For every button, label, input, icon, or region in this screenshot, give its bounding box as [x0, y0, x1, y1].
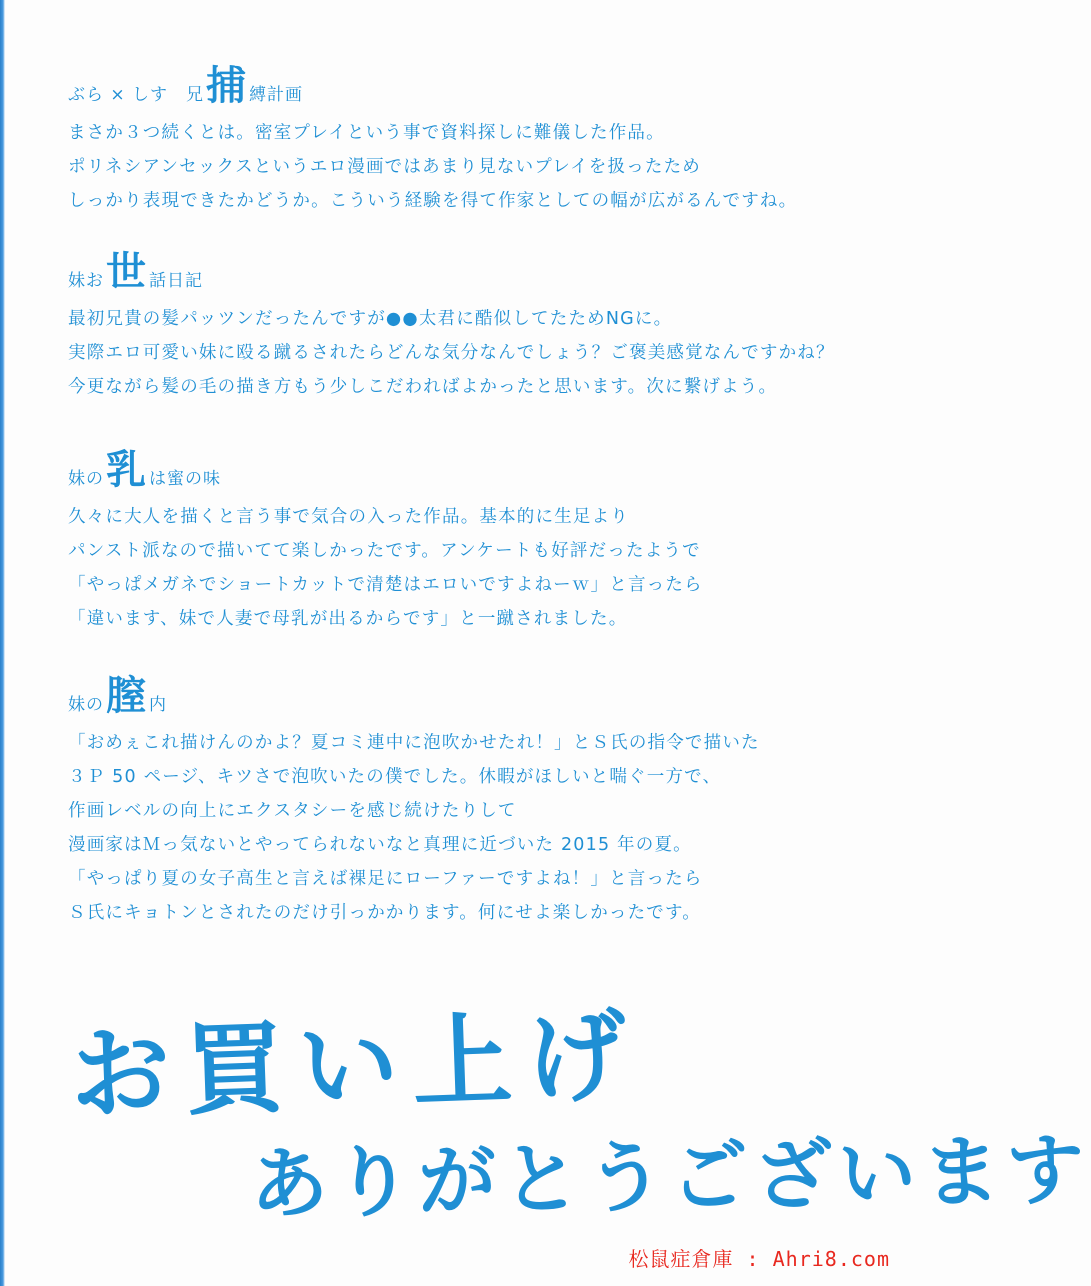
- body-line: 作画レベルの向上にエクスタシーを感じ続けたりして: [68, 801, 517, 821]
- section-3: [68, 447, 858, 636]
- heading-pre: ぶら × しす 兄: [68, 85, 205, 105]
- heading-pre: 妹お: [68, 271, 104, 291]
- section-heading: [68, 63, 858, 109]
- body-line: パンスト派なので描いてて楽しかったです。アンケートも好評だったようで: [68, 541, 701, 561]
- heading-emphasis: 世: [106, 249, 147, 295]
- body-line: ３Ｐ 50 ページ、キツさで泡吹いたの僕でした。休暇がほしいと喘ぐ一方で、: [68, 767, 722, 787]
- section-1: [68, 63, 858, 218]
- heading-emphasis: 膣: [106, 673, 147, 719]
- section-2: [68, 249, 858, 404]
- body-line: まさか３つ続くとは。密室プレイという事で資料探しに難儀した作品。: [68, 123, 665, 143]
- body-line: 実際エロ可愛い妹に殴る蹴るされたらどんな気分なんでしょう？ご褒美感覚なんですかね？: [68, 343, 835, 363]
- section-4: [68, 673, 858, 930]
- heading-post: は蜜の味: [149, 469, 221, 489]
- body-line: 今更ながら髪の毛の描き方もう少しこだわればよかったと思います。次に繋げよう。: [68, 377, 778, 397]
- heading-emphasis: 捕: [206, 63, 248, 109]
- section-heading: [68, 249, 858, 295]
- heading-pre: 妹の: [68, 695, 104, 715]
- body-line: 漫画家はＭっ気ないとやってられないなと真理に近づいた 2015 年の夏。: [68, 835, 692, 855]
- section-body: [68, 726, 858, 930]
- heading-emphasis: 乳: [106, 447, 147, 493]
- body-line: 「違います、妹で人妻で母乳が出るからです」と一蹴されました。: [68, 609, 628, 629]
- body-line: ポリネシアンセックスというエロ漫画ではあまり見ないプレイを扱ったため: [68, 157, 701, 177]
- body-line: 「やっぱり夏の女子高生と言えば裸足にローファーですよね！」と言ったら: [68, 869, 703, 889]
- body-line: 「やっぱメガネでショートカットで清楚はエロいですよねーｗ」と言ったら: [68, 575, 703, 595]
- body-line: 最初兄貴の髪パッツンだったんですが●●太君に酷似してたためNGに。: [68, 309, 673, 329]
- heading-post: 内: [149, 695, 167, 715]
- section-body: [68, 500, 858, 636]
- heading-post: 話日記: [149, 271, 203, 291]
- handwritten-line-2: ありがとうございます: [249, 1124, 1091, 1231]
- body-line: 「おめぇこれ描けんのかよ？夏コミ連中に泡吹かせたれ！」とＳ氏の指令で描いた: [68, 733, 760, 753]
- body-line: Ｓ氏にキョトンとされたのだけ引っかかります。何にせよ楽しかったです。: [68, 903, 701, 923]
- heading-post: 縛計画: [249, 85, 304, 105]
- watermark: 松鼠症倉庫 : Ahri8.com: [628, 1247, 890, 1271]
- section-heading: [68, 673, 858, 719]
- body-line: しっかり表現できたかどうか。こういう経験を得て作家としての幅が広がるんですね。: [68, 191, 798, 211]
- handwritten-line-1: お買い上げ: [68, 996, 643, 1134]
- section-body: [68, 116, 858, 218]
- heading-pre: 妹の: [68, 469, 104, 489]
- section-body: [68, 302, 858, 404]
- body-line: 久々に大人を描くと言う事で気合の入った作品。基本的に生足より: [68, 507, 629, 527]
- section-heading: [68, 447, 858, 493]
